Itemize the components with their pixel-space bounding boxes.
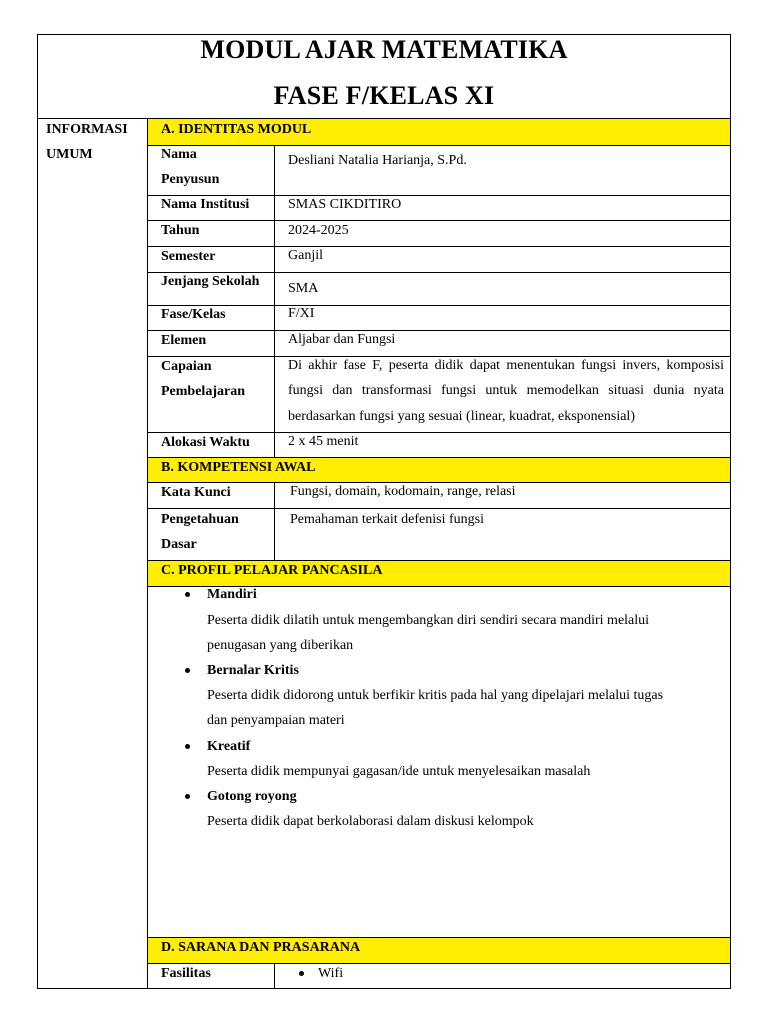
value-nama-institusi: SMAS CIKDITIRO	[288, 197, 402, 212]
label-elemen: Elemen	[161, 333, 207, 348]
label-tahun: Tahun	[161, 223, 200, 238]
title-divider	[37, 118, 731, 119]
section-a-heading: A. IDENTITAS MODUL	[161, 122, 312, 137]
profile-item-title: Kreatif	[207, 739, 251, 754]
row-divider	[148, 305, 731, 306]
label-nama-line1: Nama	[161, 147, 197, 162]
section-c-heading: C. PROFIL PELAJAR PANCASILA	[161, 563, 383, 578]
value-elemen: Aljabar dan Fungsi	[288, 332, 396, 347]
profile-item-desc: Peserta didik didorong untuk berfikir kritis pada hal yang dipelajari melalui tugas	[207, 688, 664, 703]
column-divider-left	[147, 118, 148, 989]
row-divider	[148, 330, 731, 331]
document-title-line2: FASE F/KELAS XI	[273, 81, 495, 110]
profile-item-desc: Peserta didik mempunyai gagasan/ide untuk menyelesaikan masalah	[207, 764, 591, 779]
value-fase-kelas: F/XI	[288, 306, 315, 321]
value-nama-penyusun: Desliani Natalia Harianja, S.Pd.	[288, 153, 467, 168]
bullet-icon	[185, 668, 190, 673]
label-pengetahuan-line1: Pengetahuan	[161, 512, 239, 527]
label-fase-kelas: Fase/Kelas	[161, 307, 226, 322]
value-semester: Ganjil	[288, 248, 323, 263]
value-capaian-line3: berdasarkan fungsi yang sesuai (linear, kuadrat, eksponensial)	[288, 409, 635, 424]
label-alokasi-waktu: Alokasi Waktu	[161, 435, 250, 450]
section-b-heading: B. KOMPETENSI AWAL	[161, 460, 316, 475]
column-divider-d	[274, 963, 275, 989]
label-fasilitas: Fasilitas	[161, 966, 211, 981]
row-divider	[148, 145, 731, 146]
document-title-line1: MODUL AJAR MATEMATIKA	[200, 35, 568, 64]
value-fasilitas-item: Wifi	[318, 966, 344, 981]
left-label-line2: UMUM	[46, 147, 93, 162]
value-capaian-line2: fungsi dan transformasi fungsi untuk memodelkan situasi dunia nyata	[288, 383, 724, 398]
label-pengetahuan-line2: Dasar	[161, 537, 197, 552]
column-divider-b	[274, 482, 275, 560]
profile-item-desc: Peserta didik dilatih untuk mengembangkan diri sendiri secara mandiri melalui	[207, 613, 650, 628]
profile-item-title: Mandiri	[207, 587, 257, 602]
column-divider-a	[274, 145, 275, 457]
row-divider	[148, 220, 731, 221]
value-pengetahuan-dasar: Pemahaman terkait defenisi fungsi	[290, 512, 484, 527]
bullet-icon	[185, 592, 190, 597]
value-alokasi-waktu: 2 x 45 menit	[288, 434, 359, 449]
label-capaian-line1: Capaian	[161, 359, 212, 374]
profile-item-desc: Peserta didik dapat berkolaborasi dalam diskusi kelompok	[207, 814, 534, 829]
label-jenjang-sekolah: Jenjang Sekolah	[161, 274, 260, 289]
value-jenjang-sekolah: SMA	[288, 281, 319, 296]
profile-item-desc: penugasan yang diberikan	[207, 638, 354, 653]
label-capaian-line2: Pembelajaran	[161, 384, 245, 399]
bullet-icon	[299, 971, 304, 976]
bullet-icon	[185, 744, 190, 749]
row-divider	[148, 246, 731, 247]
left-label-line1: INFORMASI	[46, 122, 128, 137]
label-nama-line2: Penyusun	[161, 172, 220, 187]
value-tahun: 2024-2025	[288, 223, 349, 238]
value-capaian-line1: Di akhir fase F, peserta didik dapat menentukan fungsi invers, komposisi	[288, 358, 724, 373]
profile-item-desc: dan penyampaian materi	[207, 713, 345, 728]
profile-item-title: Bernalar Kritis	[207, 663, 299, 678]
label-kata-kunci: Kata Kunci	[161, 485, 231, 500]
label-semester: Semester	[161, 249, 216, 264]
bullet-icon	[185, 794, 190, 799]
section-d-heading: D. SARANA DAN PRASARANA	[161, 940, 361, 955]
label-nama-institusi: Nama Institusi	[161, 197, 250, 212]
profile-item-title: Gotong royong	[207, 789, 297, 804]
row-divider	[148, 963, 731, 964]
value-kata-kunci: Fungsi, domain, kodomain, range, relasi	[290, 484, 516, 499]
